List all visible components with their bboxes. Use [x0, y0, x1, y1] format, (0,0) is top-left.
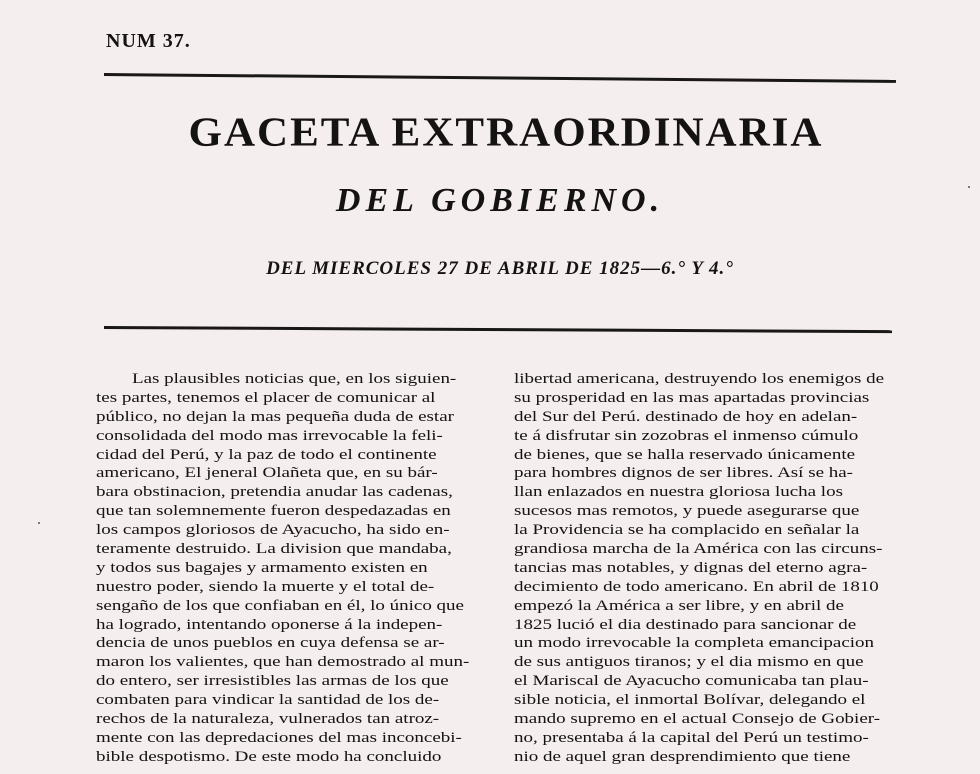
text-line: nuestro poder, siendo la muerte y el total de- [96, 577, 435, 595]
text-line: sengaño de los que confiaban en él, lo único que [96, 596, 464, 614]
bottom-rule [104, 326, 892, 333]
text-line: libertad americana, destruyendo los enemigos de [514, 370, 885, 387]
text-line: la Providencia se ha complacido en señalar la [514, 521, 860, 539]
text-line: consolidada del modo mas irrevocable la feli- [96, 426, 443, 444]
text-line: que tan solemnemente fueron despedazadas en [96, 502, 451, 520]
text-line: te á disfrutar sin zozobras el inmenso cúmulo [514, 426, 859, 444]
text-line: un modo irrevocable la completa emancipacion [514, 634, 875, 652]
text-line: de bienes, que se halla reservado únicamente [514, 445, 856, 463]
text-line: sucesos mas remotos, y puede asegurarse que [514, 502, 860, 520]
left-column [96, 370, 488, 767]
text-line: dencia de unos pueblos en cuya defensa se ar- [96, 634, 445, 652]
text-line: 1825 lució el dia destinado para sancionar de [514, 615, 857, 633]
text-line: para hombres dignos de ser libres. Así se ha- [514, 464, 854, 482]
masthead-subtitle: DEL GOBIERNO. [335, 182, 665, 219]
text-line: do entero, ser irresistibles las armas de los que [96, 672, 449, 690]
text-line: los campos gloriosos de Ayacucho, ha sido en- [96, 521, 450, 539]
text-line: ha logrado, intentando oponerse á la indepen- [96, 615, 443, 633]
masthead-title: GACETA EXTRAORDINARIA [188, 110, 824, 155]
text-line: mando supremo en el actual Consejo de Gobier- [514, 710, 881, 728]
text-line: bara obstinacion, pretendia anudar las cadenas, [96, 483, 453, 501]
text-line: no, presentaba á la capital del Perú un testimo- [514, 728, 869, 746]
text-line: grandiosa marcha de la América con las circuns- [514, 540, 883, 558]
text-line: el Mariscal de Ayacucho comunicaba tan plau- [514, 672, 869, 690]
text-line: su prosperidad en las mas apartadas provincias [514, 388, 870, 406]
dateline: DEL MIERCOLES 27 DE ABRIL DE 1825—6.° Y 4.° [266, 258, 734, 279]
text-line: maron los valientes, que han demostrado al mun- [96, 653, 470, 671]
text-line: tes partes, tenemos el placer de comunicar al [96, 388, 436, 406]
text-line: y todos sus bagajes y armamento existen en [96, 558, 428, 576]
text-line: sible noticia, el inmortal Bolívar, delegando el [514, 691, 866, 709]
text-line: mente con las depredaciones del mas inconcebi- [96, 728, 462, 746]
text-line: de sus antiguos tiranos; y el dia mismo en que [514, 653, 864, 671]
speck [968, 186, 970, 188]
text-line: americano, El jeneral Olañeta que, en su bár- [96, 464, 438, 482]
text-line: bible despotismo. De este modo ha concluido [96, 747, 442, 765]
text-line: público, no dejan la mas pequeña duda de estar [96, 407, 454, 425]
top-rule [104, 73, 896, 83]
text-line: nio de aquel gran desprendimiento que tiene [514, 747, 851, 765]
text-line: llan enlazados en nuestra gloriosa lucha los [514, 483, 843, 501]
text-line: del Sur del Perú. destinado de hoy en adelan- [514, 407, 858, 425]
text-line: teramente destruido. La division que mandaba, [96, 540, 452, 558]
text-line: decimiento de todo americano. En abril de 1810 [514, 577, 879, 595]
text-line: Las plausibles noticias que, en los siguien- [132, 370, 457, 387]
text-line: tancias mas notables, y dignas del eterno agra- [514, 558, 868, 576]
speck [38, 522, 40, 524]
text-line: combaten para vindicar la santidad de los de- [96, 691, 440, 709]
issue-number: NUM 37. [106, 30, 191, 52]
text-line: empezó la América a ser libre, y en abril de [514, 596, 844, 614]
right-column [514, 370, 904, 767]
text-line: rechos de la naturaleza, vulnerados tan atroz- [96, 710, 440, 728]
text-line: cidad del Perú, y la paz de todo el continente [96, 445, 437, 463]
